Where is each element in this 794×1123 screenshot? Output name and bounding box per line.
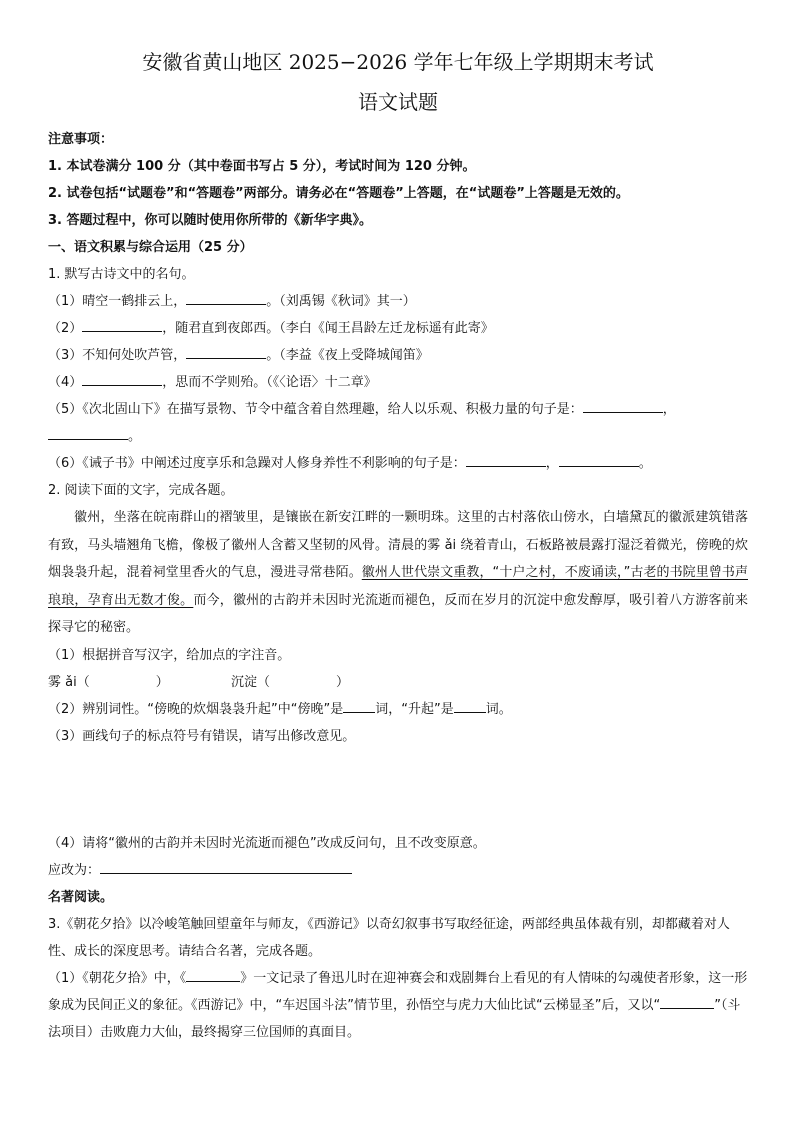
note-item-1: 1. 本试卷满分 100 分（其中卷面书写占 5 分），考试时间为 120 分钟。: [48, 159, 476, 174]
q2-stem: 2. 阅读下面的文字，完成各题。: [48, 483, 234, 498]
q1-item-5-separator: ，: [662, 402, 676, 417]
q3-sub-1: [48, 965, 748, 1046]
answer-blank[interactable]: [186, 344, 266, 359]
answer-blank[interactable]: [583, 398, 663, 413]
q1-item-1-suffix: 。（刘禹锡《秋词》其一）: [266, 294, 416, 309]
q1-item-6-end: 。: [638, 456, 652, 471]
q2-sub-1-answers: [48, 669, 748, 696]
answer-blank[interactable]: [82, 371, 162, 386]
q1-item-6: [48, 450, 748, 477]
q2-sub-2-text-b: 词，“升起”是: [375, 701, 454, 717]
answer-blank[interactable]: [466, 452, 546, 467]
pinyin-label-ai: 雾 ǎi（: [48, 674, 90, 690]
q2-sub-4-answer: [48, 857, 748, 884]
note-item-3: 3. 答题过程中，你可以随时使用你所带的《新华字典》。: [48, 213, 373, 228]
q1-item-2: [48, 315, 748, 342]
q1-item-6-separator: ，: [545, 456, 559, 471]
q3-sub-1-text-a: （1）《朝花夕拾》中，《: [48, 970, 187, 986]
q2-sub-3: （3）画线句子的标点符号有错误，请写出修改意见。: [48, 728, 356, 744]
q1-item-3-prefix: （3）不知何处吹芦管，: [48, 348, 187, 363]
q3-sub-1-text-b: 》一文记录了鲁迅儿时在迎神赛会和戏剧舞台上看见的有人情味的勾魂使者形象，这一形象成为民间正义的象征。《西游记》中，“车迟国斗法”情节里，孙悟空与虎力大仙比试“云梯显圣”后，又以“: [48, 970, 748, 1013]
answer-blank[interactable]: [660, 994, 714, 1009]
paren-close: ）: [155, 674, 169, 690]
q1-item-1: [48, 288, 748, 315]
reading-heading: 名著阅读。: [48, 889, 114, 905]
q1-item-6-prefix: （6）《诫子书》中阐述过度享乐和急躁对人修身养性不利影响的句子是：: [48, 456, 466, 471]
q1-item-3: [48, 342, 748, 369]
q2-sub-2-text-c: 词。: [485, 701, 512, 717]
answer-space-q2-3[interactable]: [48, 750, 748, 830]
answer-blank[interactable]: [48, 425, 128, 440]
section-1-heading: 一、语文积累与综合运用（25 分）: [48, 240, 253, 255]
q1-item-5: [48, 396, 748, 423]
exam-title: 安徽省黄山地区 2025−2026 学年七年级上学期期末考试: [142, 50, 654, 74]
note-item-2: 2. 试卷包括“试题卷”和“答题卷”两部分。请务必在“答题卷”上答题，在“试题卷”上答题是无效的。: [48, 186, 629, 201]
answer-blank[interactable]: [100, 859, 352, 874]
q1-item-4-suffix: ，思而不学则殆。（《〈论语〉十二章》: [162, 375, 377, 390]
q1-item-2-prefix: （2）: [48, 321, 83, 336]
answer-label: 应改为：: [48, 862, 101, 878]
q1-stem: 1. 默写古诗文中的名句。: [48, 267, 195, 282]
answer-blank[interactable]: [454, 698, 486, 713]
answer-blank[interactable]: [82, 317, 162, 332]
q1-item-3-suffix: 。（李益《夜上受降城闻笛》: [266, 348, 429, 363]
q2-sub-2-text-a: （2）辨别词性。“傍晚的炊烟袅袅升起”中“傍晚”是: [48, 701, 344, 717]
answer-blank[interactable]: [186, 967, 240, 982]
paren-close: ）: [336, 674, 350, 690]
q1-item-5-end: 。: [128, 429, 142, 444]
pinyin-label-chendian: 沉淀（: [231, 674, 271, 690]
answer-blank[interactable]: [343, 698, 375, 713]
q1-item-5-continued: [48, 423, 748, 450]
q2-sub-2: [48, 696, 748, 723]
q3-stem: 3.《朝花夕拾》以冷峻笔触回望童年与师友，《西游记》以奇幻叙事书写取经征途，两部经典虽体裁有别，却都藏着对人性、成长的深度思考。请结合名著，完成各题。: [48, 916, 730, 959]
q2-sub-1: （1）根据拼音写汉字，给加点的字注音。: [48, 647, 291, 663]
q1-item-4-prefix: （4）: [48, 375, 83, 390]
answer-blank[interactable]: [186, 290, 266, 305]
q1-item-5-prefix: （5）《次北固山下》在描写景物、节令中蕴含着自然理趣，给人以乐观、积极力量的句子是：: [48, 402, 583, 417]
q3-sub-1-text-c: ”（斗法项目）击败鹿力大仙，最终揭穿三位国师的真面目。: [48, 997, 741, 1040]
q2-sub-4: （4）请将“徽州的古韵并未因时光流逝而褪色”改成反问句，且不改变原意。: [48, 835, 486, 851]
q1-item-1-prefix: （1）晴空一鹤排云上，: [48, 294, 187, 309]
exam-subtitle: 语文试题: [358, 90, 438, 114]
passage-text-a: 徽州，坐落在皖南群山的褶皱里，是镶嵌在新安江畔的一颗明珠。这里的古村落依山傍水，白墙黛瓦的徽派建筑错落有致，马头墙翘角飞檐，像极了徽州人含蓄又坚韧的风骨。清晨的雾 ǎi 绕着青山，石板路被晨露打湿泛着微光，傍晚的炊烟袅袅升起，混着祠堂里香火的气息，漫进寻常巷陌。: [48, 510, 748, 580]
q2-passage: [48, 504, 748, 642]
answer-blank[interactable]: [559, 452, 639, 467]
notes-heading: 注意事项：: [48, 132, 114, 147]
q1-item-2-suffix: ，随君直到夜郎西。（李白《闻王昌龄左迁龙标遥有此寄》: [162, 321, 494, 336]
q1-item-4: [48, 369, 748, 396]
passage-text-b: 而今，徽州的古韵并未因时光流逝而褪色，反而在岁月的沉淀中愈发醇厚，吸引着八方游客前来探寻它的秘密。: [48, 592, 748, 635]
passage-underlined-sentence: 徽州人世代崇文重教，“十户之村，不废诵读，”古老的书院里曾书声琅琅，孕育出无数才俊。: [48, 565, 748, 608]
